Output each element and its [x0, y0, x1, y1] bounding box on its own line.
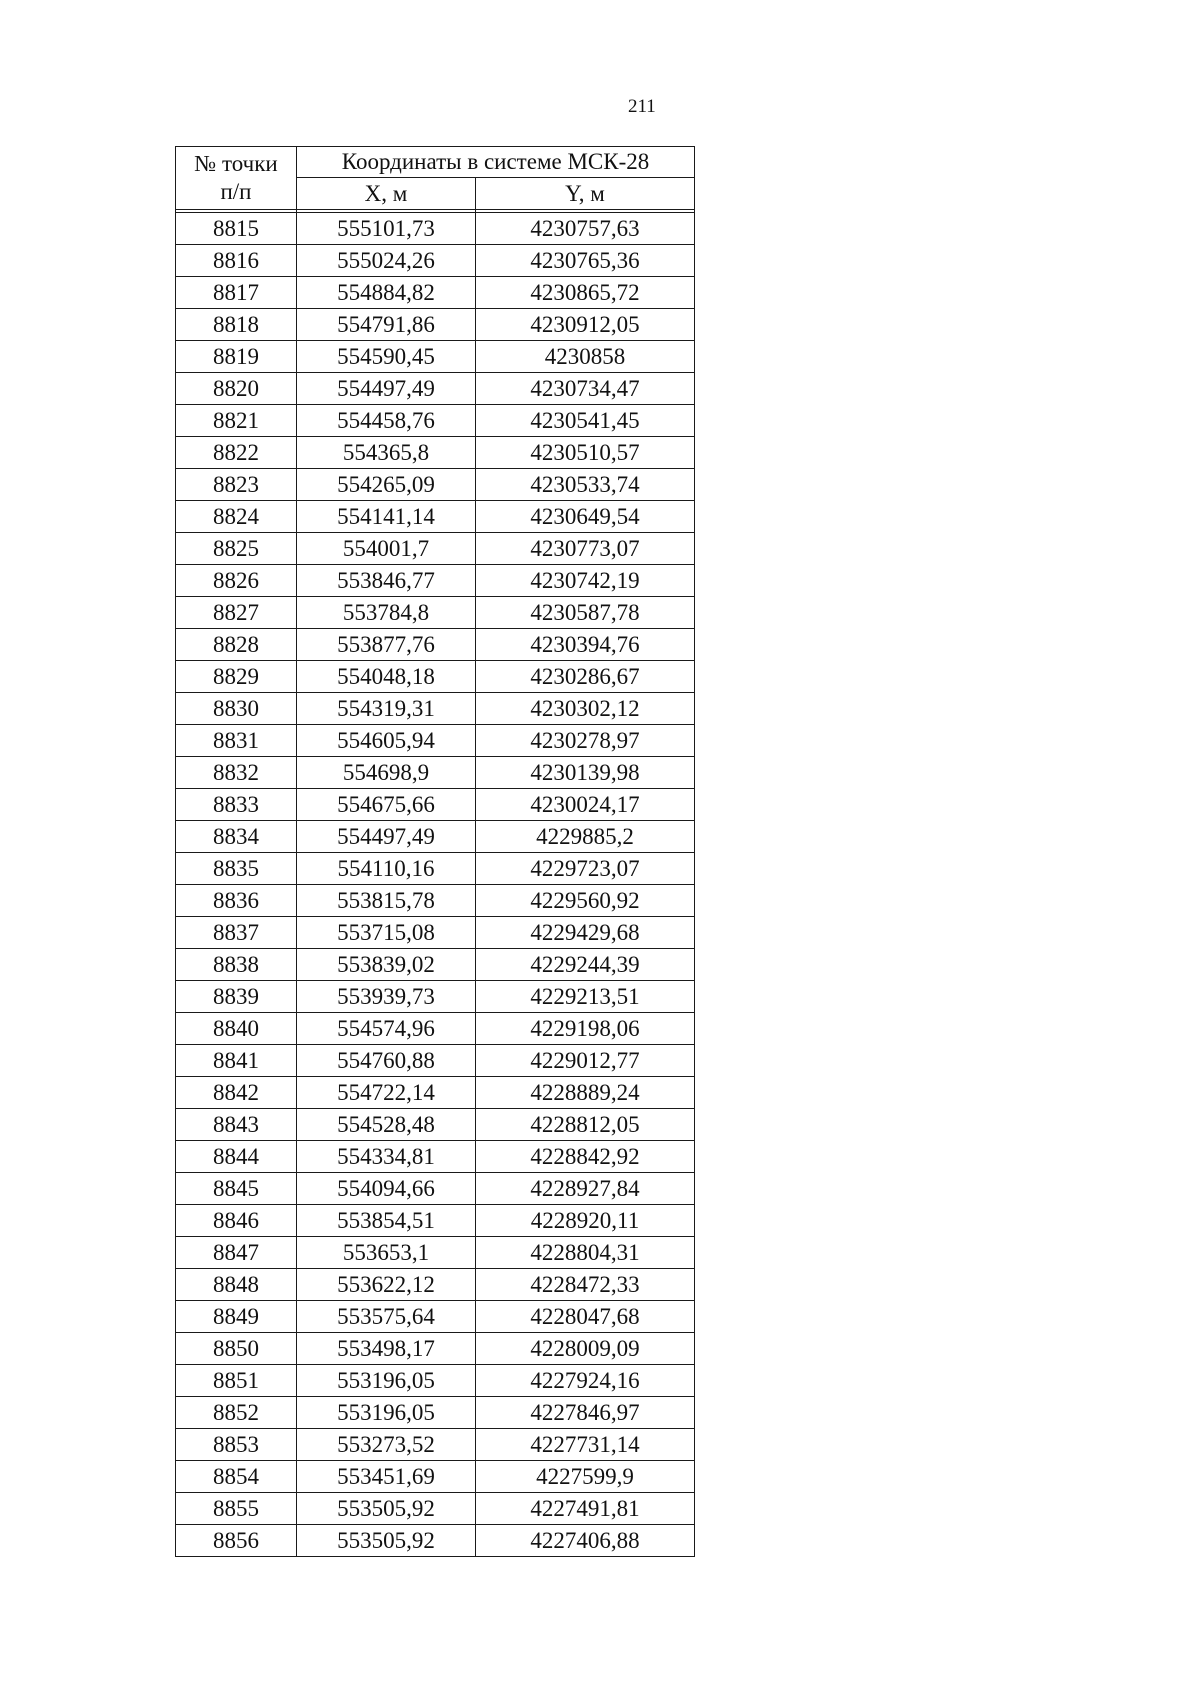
point-number-cell: 8820 [176, 373, 297, 405]
table-row [176, 949, 695, 981]
point-number-cell: 8827 [176, 597, 297, 629]
x-coordinate-cell: 554675,66 [297, 789, 476, 821]
table-row [176, 469, 695, 501]
table-row [176, 245, 695, 277]
point-number-cell: 8844 [176, 1141, 297, 1173]
y-column-header: Y, м [476, 178, 695, 210]
point-number-cell: 8830 [176, 693, 297, 725]
y-coordinate-cell: 4230865,72 [476, 277, 695, 309]
x-coordinate-cell: 553846,77 [297, 565, 476, 597]
point-number-header-line2: п/п [220, 179, 252, 204]
point-number-cell: 8823 [176, 469, 297, 501]
point-number-cell: 8853 [176, 1429, 297, 1461]
y-coordinate-cell: 4229723,07 [476, 853, 695, 885]
x-coordinate-cell: 554094,66 [297, 1173, 476, 1205]
x-coordinate-cell: 554334,81 [297, 1141, 476, 1173]
x-coordinate-cell: 553815,78 [297, 885, 476, 917]
table-row [176, 1045, 695, 1077]
x-coordinate-cell: 554698,9 [297, 757, 476, 789]
x-coordinate-cell: 554365,8 [297, 437, 476, 469]
point-number-cell: 8818 [176, 309, 297, 341]
point-number-cell: 8855 [176, 1493, 297, 1525]
table-row [176, 661, 695, 693]
point-number-cell: 8843 [176, 1109, 297, 1141]
table-row [176, 853, 695, 885]
x-coordinate-cell: 554605,94 [297, 725, 476, 757]
point-number-cell: 8837 [176, 917, 297, 949]
x-coordinate-cell: 553784,8 [297, 597, 476, 629]
y-coordinate-cell: 4228472,33 [476, 1269, 695, 1301]
table-row [176, 1525, 695, 1557]
y-coordinate-cell: 4230533,74 [476, 469, 695, 501]
x-coordinate-cell: 554458,76 [297, 405, 476, 437]
y-coordinate-cell: 4228009,09 [476, 1333, 695, 1365]
page-number: 211 [628, 96, 656, 117]
table-row [176, 565, 695, 597]
point-number-cell: 8846 [176, 1205, 297, 1237]
x-coordinate-cell: 554048,18 [297, 661, 476, 693]
y-coordinate-cell: 4230912,05 [476, 309, 695, 341]
table-row [176, 693, 695, 725]
x-coordinate-cell: 554497,49 [297, 821, 476, 853]
y-coordinate-cell: 4227406,88 [476, 1525, 695, 1557]
y-coordinate-cell: 4230734,47 [476, 373, 695, 405]
point-number-cell: 8825 [176, 533, 297, 565]
x-coordinate-cell: 554884,82 [297, 277, 476, 309]
table-row [176, 725, 695, 757]
y-coordinate-cell: 4228920,11 [476, 1205, 695, 1237]
x-coordinate-cell: 554265,09 [297, 469, 476, 501]
x-coordinate-cell: 554141,14 [297, 501, 476, 533]
table-row [176, 1429, 695, 1461]
table-row [176, 1269, 695, 1301]
y-coordinate-cell: 4229244,39 [476, 949, 695, 981]
x-coordinate-cell: 554528,48 [297, 1109, 476, 1141]
y-coordinate-cell: 4227599,9 [476, 1461, 695, 1493]
x-coordinate-cell: 555024,26 [297, 245, 476, 277]
table-row [176, 789, 695, 821]
point-number-cell: 8840 [176, 1013, 297, 1045]
coordinates-table [175, 146, 695, 1557]
x-coordinate-cell: 553498,17 [297, 1333, 476, 1365]
point-number-cell: 8832 [176, 757, 297, 789]
point-number-cell: 8821 [176, 405, 297, 437]
point-number-cell: 8847 [176, 1237, 297, 1269]
x-coordinate-cell: 554319,31 [297, 693, 476, 725]
point-number-cell: 8822 [176, 437, 297, 469]
y-coordinate-cell: 4229429,68 [476, 917, 695, 949]
table-row [176, 341, 695, 373]
table-row [176, 1013, 695, 1045]
point-number-cell: 8845 [176, 1173, 297, 1205]
point-number-header-line1: № точки [194, 151, 278, 176]
x-coordinate-cell: 553273,52 [297, 1429, 476, 1461]
point-number-cell: 8815 [176, 213, 297, 245]
point-number-cell: 8851 [176, 1365, 297, 1397]
point-number-cell: 8839 [176, 981, 297, 1013]
point-number-cell: 8841 [176, 1045, 297, 1077]
y-coordinate-cell: 4230278,97 [476, 725, 695, 757]
table-row [176, 597, 695, 629]
point-number-cell: 8850 [176, 1333, 297, 1365]
y-coordinate-cell: 4230587,78 [476, 597, 695, 629]
x-coordinate-cell: 553505,92 [297, 1493, 476, 1525]
table-row [176, 501, 695, 533]
y-coordinate-cell: 4229012,77 [476, 1045, 695, 1077]
point-number-header [176, 147, 297, 210]
point-number-cell: 8826 [176, 565, 297, 597]
x-coordinate-cell: 554110,16 [297, 853, 476, 885]
x-coordinate-cell: 554574,96 [297, 1013, 476, 1045]
x-coordinate-cell: 553839,02 [297, 949, 476, 981]
table-row [176, 1141, 695, 1173]
table-row [176, 1109, 695, 1141]
y-coordinate-cell: 4230286,67 [476, 661, 695, 693]
table-row [176, 981, 695, 1013]
x-coordinate-cell: 554722,14 [297, 1077, 476, 1109]
x-coordinate-cell: 554497,49 [297, 373, 476, 405]
table-row [176, 373, 695, 405]
table-row [176, 1365, 695, 1397]
y-coordinate-cell: 4227731,14 [476, 1429, 695, 1461]
x-coordinate-cell: 554760,88 [297, 1045, 476, 1077]
point-number-cell: 8817 [176, 277, 297, 309]
y-coordinate-cell: 4228889,24 [476, 1077, 695, 1109]
x-coordinate-cell: 554590,45 [297, 341, 476, 373]
point-number-cell: 8828 [176, 629, 297, 661]
point-number-cell: 8848 [176, 1269, 297, 1301]
point-number-cell: 8816 [176, 245, 297, 277]
y-coordinate-cell: 4230765,36 [476, 245, 695, 277]
x-coordinate-cell: 553196,05 [297, 1365, 476, 1397]
table-row [176, 917, 695, 949]
y-coordinate-cell: 4229560,92 [476, 885, 695, 917]
table-row [176, 213, 695, 245]
table-row [176, 437, 695, 469]
y-coordinate-cell: 4230742,19 [476, 565, 695, 597]
y-coordinate-cell: 4227491,81 [476, 1493, 695, 1525]
x-coordinate-cell: 553715,08 [297, 917, 476, 949]
y-coordinate-cell: 4229885,2 [476, 821, 695, 853]
y-coordinate-cell: 4227846,97 [476, 1397, 695, 1429]
table-row [176, 1173, 695, 1205]
y-coordinate-cell: 4229213,51 [476, 981, 695, 1013]
y-coordinate-cell: 4230510,57 [476, 437, 695, 469]
y-coordinate-cell: 4229198,06 [476, 1013, 695, 1045]
table-row [176, 1333, 695, 1365]
y-coordinate-cell: 4230858 [476, 341, 695, 373]
y-coordinate-cell: 4227924,16 [476, 1365, 695, 1397]
table-row [176, 1237, 695, 1269]
x-coordinate-cell: 555101,73 [297, 213, 476, 245]
table-row [176, 1077, 695, 1109]
table-row [176, 1301, 695, 1333]
x-coordinate-cell: 553622,12 [297, 1269, 476, 1301]
y-coordinate-cell: 4228812,05 [476, 1109, 695, 1141]
y-coordinate-cell: 4228047,68 [476, 1301, 695, 1333]
table-row [176, 629, 695, 661]
point-number-cell: 8852 [176, 1397, 297, 1429]
table-row [176, 309, 695, 341]
point-number-cell: 8834 [176, 821, 297, 853]
y-coordinate-cell: 4230757,63 [476, 213, 695, 245]
x-coordinate-cell: 553196,05 [297, 1397, 476, 1429]
point-number-cell: 8824 [176, 501, 297, 533]
table-row [176, 1397, 695, 1429]
y-coordinate-cell: 4230773,07 [476, 533, 695, 565]
y-coordinate-cell: 4230394,76 [476, 629, 695, 661]
x-column-header: X, м [297, 178, 476, 210]
x-coordinate-cell: 553854,51 [297, 1205, 476, 1237]
point-number-cell: 8838 [176, 949, 297, 981]
x-coordinate-cell: 553877,76 [297, 629, 476, 661]
point-number-cell: 8831 [176, 725, 297, 757]
y-coordinate-cell: 4228842,92 [476, 1141, 695, 1173]
table-row [176, 1493, 695, 1525]
y-coordinate-cell: 4228804,31 [476, 1237, 695, 1269]
y-coordinate-cell: 4230024,17 [476, 789, 695, 821]
point-number-cell: 8856 [176, 1525, 297, 1557]
table-row [176, 533, 695, 565]
coords-group-header: Координаты в системе МСК-28 [297, 147, 695, 178]
point-number-cell: 8836 [176, 885, 297, 917]
table-row [176, 405, 695, 437]
y-coordinate-cell: 4230302,12 [476, 693, 695, 725]
point-number-cell: 8842 [176, 1077, 297, 1109]
table-row [176, 821, 695, 853]
table-row [176, 277, 695, 309]
x-coordinate-cell: 553939,73 [297, 981, 476, 1013]
y-coordinate-cell: 4230649,54 [476, 501, 695, 533]
x-coordinate-cell: 553653,1 [297, 1237, 476, 1269]
y-coordinate-cell: 4230541,45 [476, 405, 695, 437]
y-coordinate-cell: 4228927,84 [476, 1173, 695, 1205]
x-coordinate-cell: 554791,86 [297, 309, 476, 341]
point-number-cell: 8819 [176, 341, 297, 373]
x-coordinate-cell: 553505,92 [297, 1525, 476, 1557]
point-number-cell: 8849 [176, 1301, 297, 1333]
point-number-cell: 8854 [176, 1461, 297, 1493]
x-coordinate-cell: 553451,69 [297, 1461, 476, 1493]
x-coordinate-cell: 554001,7 [297, 533, 476, 565]
point-number-cell: 8835 [176, 853, 297, 885]
point-number-cell: 8833 [176, 789, 297, 821]
table-row [176, 757, 695, 789]
point-number-cell: 8829 [176, 661, 297, 693]
y-coordinate-cell: 4230139,98 [476, 757, 695, 789]
table-row [176, 1461, 695, 1493]
table-row [176, 885, 695, 917]
x-coordinate-cell: 553575,64 [297, 1301, 476, 1333]
table-row [176, 1205, 695, 1237]
